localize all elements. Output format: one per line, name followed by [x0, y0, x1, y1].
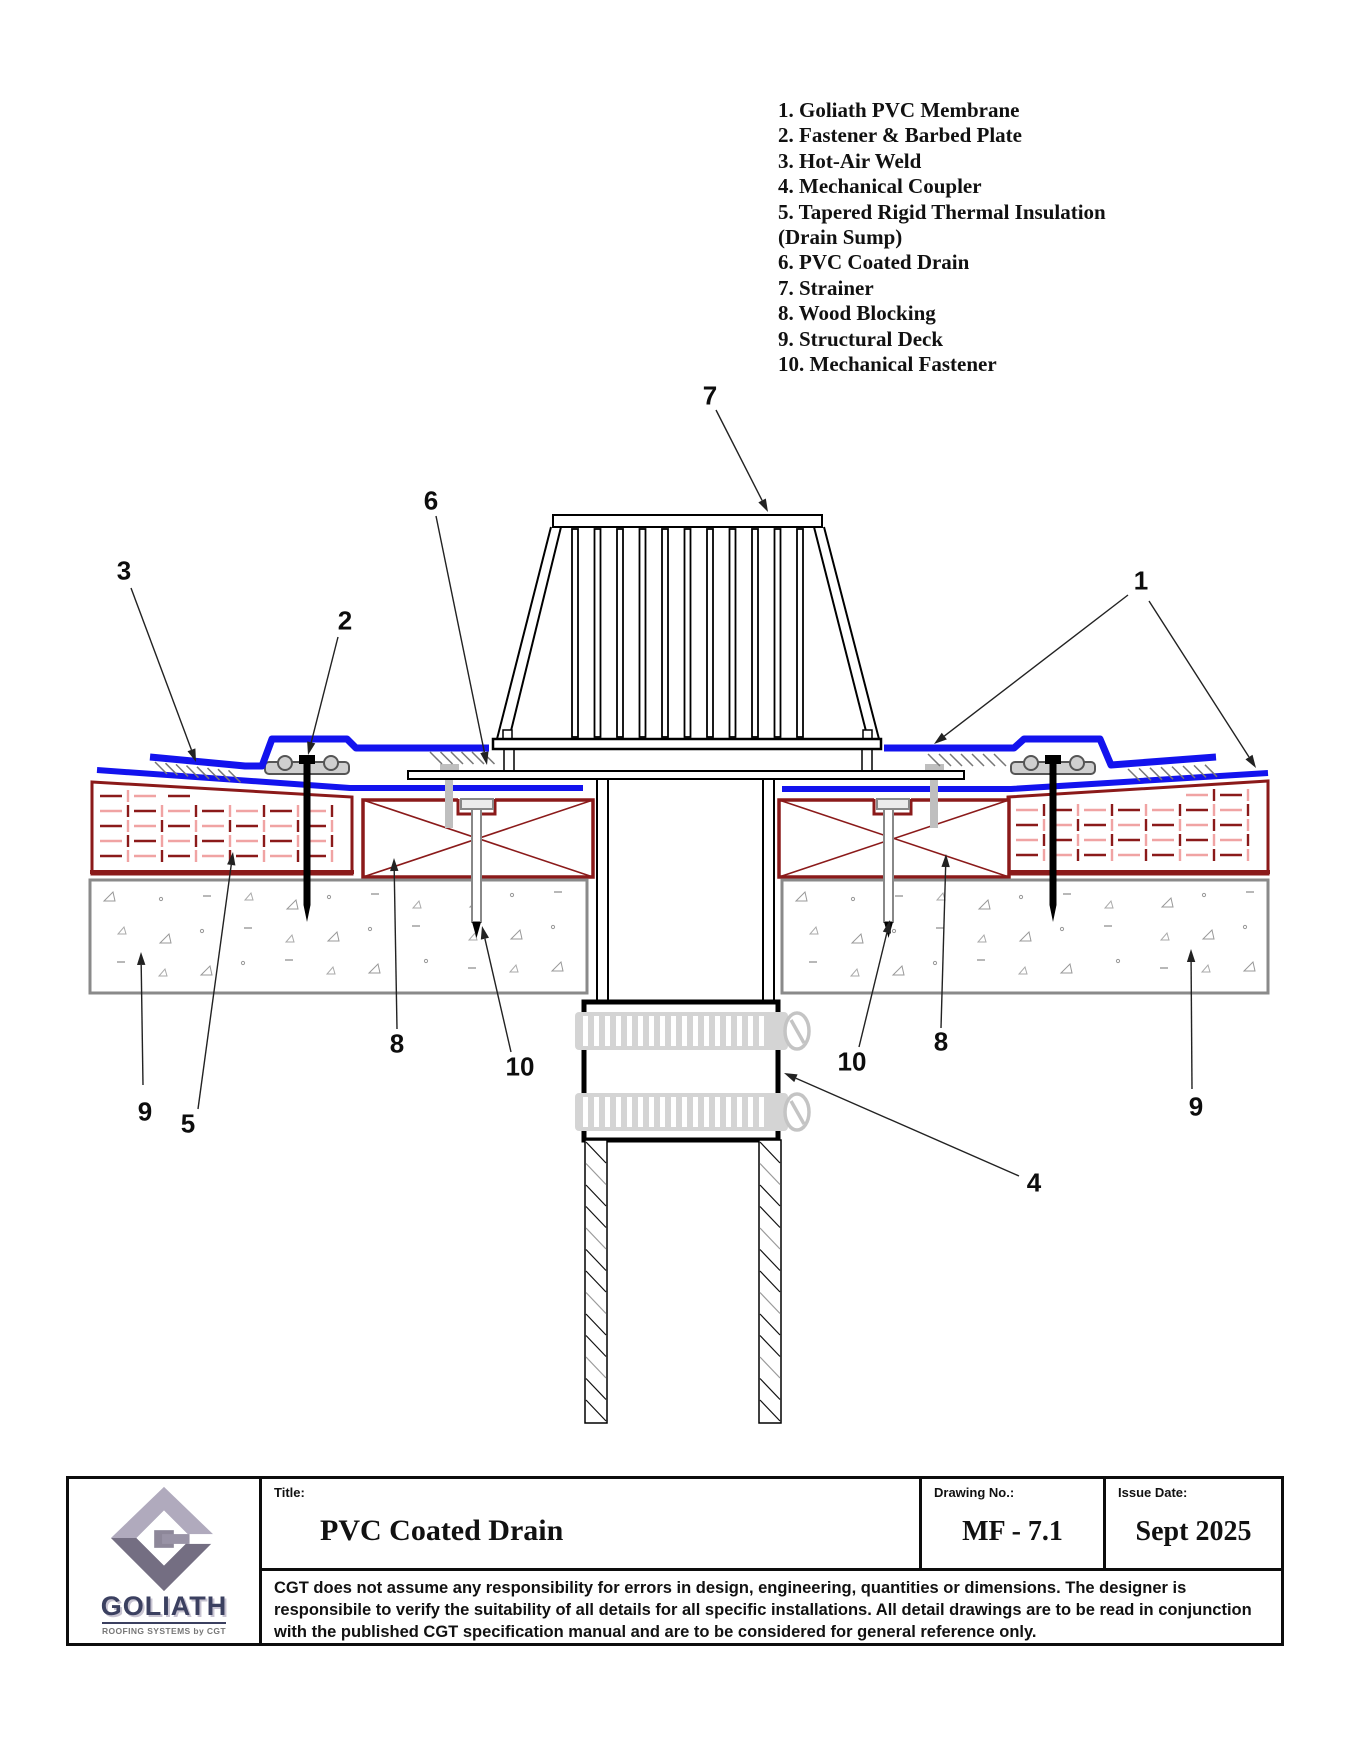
legend-item: 6. PVC Coated Drain [778, 250, 970, 275]
drawing-title: PVC Coated Drain [320, 1514, 564, 1547]
callout-membrane: 1 [1133, 565, 1149, 596]
callout-coupler: 4 [1026, 1167, 1042, 1198]
callout-deck-left: 9 [137, 1096, 153, 1127]
callout-fastener-left: 10 [505, 1051, 535, 1082]
legend-item: 10. Mechanical Fastener [778, 352, 997, 377]
callout-drain: 6 [423, 485, 439, 516]
callout-deck-right: 9 [1188, 1091, 1204, 1122]
strainer-basket [493, 515, 881, 749]
legend-item: 2. Fastener & Barbed Plate [778, 123, 1022, 148]
drawing-no: MF - 7.1 [962, 1516, 1063, 1547]
issue-date-label: Issue Date: [1118, 1485, 1188, 1500]
brand-tagline: ROOFING SYSTEMS by CGT [102, 1622, 226, 1636]
callout-fastener-plate: 2 [337, 605, 353, 636]
callout-insulation: 5 [180, 1108, 196, 1139]
title-label: Title: [274, 1485, 305, 1500]
tapered-insulation-left [90, 782, 354, 874]
brand-name: GOLIATH [100, 1591, 228, 1621]
legend-item: 7. Strainer [778, 275, 874, 300]
callout-fastener-right: 10 [837, 1046, 867, 1077]
legend-item: 8. Wood Blocking [778, 301, 936, 326]
mechanical-coupler [575, 1002, 809, 1140]
issue-date: Sept 2025 [1135, 1516, 1252, 1547]
legend-item: (Drain Sump) [778, 225, 903, 250]
legend-item: 3. Hot-Air Weld [778, 148, 922, 173]
drain-pipe [585, 1140, 781, 1423]
legend-item: 5. Tapered Rigid Thermal Insulation [778, 199, 1106, 224]
company-logo [69, 1479, 262, 1643]
legend-item: 9. Structural Deck [778, 326, 944, 351]
legend-item: 4. Mechanical Coupler [778, 174, 982, 199]
title-block [66, 1476, 1284, 1646]
callout-blocking-left: 8 [389, 1028, 405, 1059]
callout-hot-air-weld: 3 [116, 555, 132, 586]
drawing-no-label: Drawing No.: [934, 1485, 1015, 1500]
callout-strainer: 7 [702, 380, 718, 411]
legend-item: 1. Goliath PVC Membrane [778, 98, 1020, 122]
goliath-logo-icon [105, 1483, 223, 1595]
disclaimer-text: CGT does not assume any responsibility for errors in design, engineering, quantities or dimensions. The designer is responsibile to verify the suitability of all details for all specific installations. All detail drawings are to be read in conjunction with the published CGT specification manual and are to be considered for general reference only. [274, 1578, 1252, 1641]
callout-blocking-right: 8 [933, 1026, 949, 1057]
